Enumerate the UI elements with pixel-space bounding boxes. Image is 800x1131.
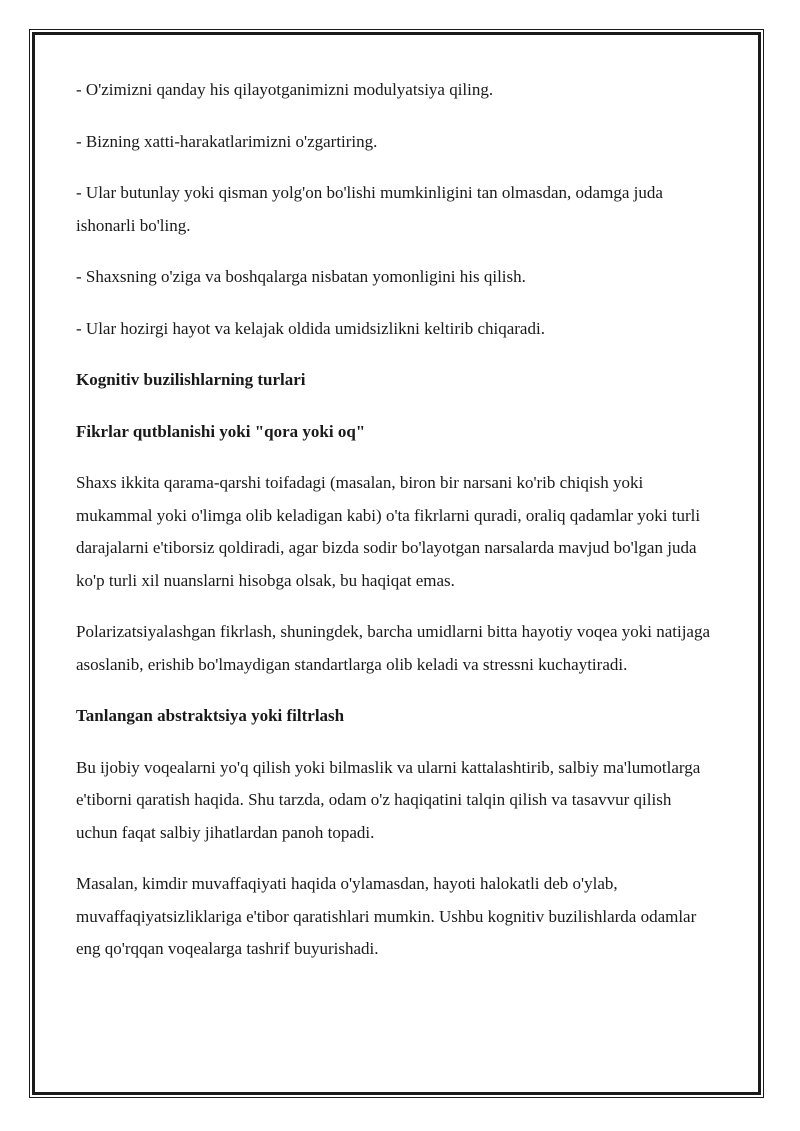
bullet-item: - O'zimizni qanday his qilayotganimizni modulyatsiya qiling. (76, 80, 494, 99)
subsection-heading: Tanlangan abstraktsiya yoki filtrlash (76, 706, 345, 725)
body-paragraph: Shaxs ikkita qarama-qarshi toifadagi (masalan, biron bir narsani ko'rib chiqish yoki mukammal yoki o'limga olib keladigan kabi) o'ta fikrlarni quradi, oraliq qadamlar yoki turli darajalarni e'tiborsiz qoldiradi, agar bizda sodir bo'layotgan narsalarda mavjud bo'lgan juda ko'p turli xil nuanslarni hisobga olsak, bu haqiqat emas. (76, 473, 701, 590)
section-heading: Kognitiv buzilishlarning turlari (76, 370, 306, 389)
bullet-item: - Ular butunlay yoki qisman yolg'on bo'lishi mumkinligini tan olmasdan, odamga juda ishonarli bo'ling. (76, 183, 663, 235)
bullet-item: - Ular hozirgi hayot va kelajak oldida umidsizlikni keltirib chiqaradi. (76, 318, 545, 338)
bullet-item: - Bizning xatti-harakatlarimizni o'zgartiring. (76, 131, 378, 151)
bullet-item: - Shaxsning o'ziga va boshqalarga nisbatan yomonligini his qilish. (76, 267, 526, 286)
subsection-heading: Fikrlar qutblanishi yoki "qora yoki oq" (76, 421, 366, 441)
body-paragraph: Polarizatsiyalashgan fikrlash, shuningdek, barcha umidlarni bitta hayotiy voqea yoki natijaga asoslanib, erishib bo'lmaydigan standartlarga olib keladi va stressni kuchaytiradi. (76, 622, 711, 674)
document-body (76, 74, 716, 985)
body-paragraph: Masalan, kimdir muvaffaqiyati haqida o'ylamasdan, hayoti halokatli deb o'ylab, muvaffaqiyatsizliklariga e'tibor qaratishlari mumkin. Ushbu kognitiv buzilishlarda odamlar eng qo'rqqan voqealarga tashrif buyurishadi. (76, 874, 697, 958)
body-paragraph: Bu ijobiy voqealarni yo'q qilish yoki bilmaslik va ularni kattalashtirib, salbiy ma'lumotlarga e'tiborni qaratish haqida. Shu tarzda, odam o'z haqiqatini talqin qilish va tasavvur qilish uchun faqat salbiy jihatlardan panoh topadi. (76, 757, 701, 842)
